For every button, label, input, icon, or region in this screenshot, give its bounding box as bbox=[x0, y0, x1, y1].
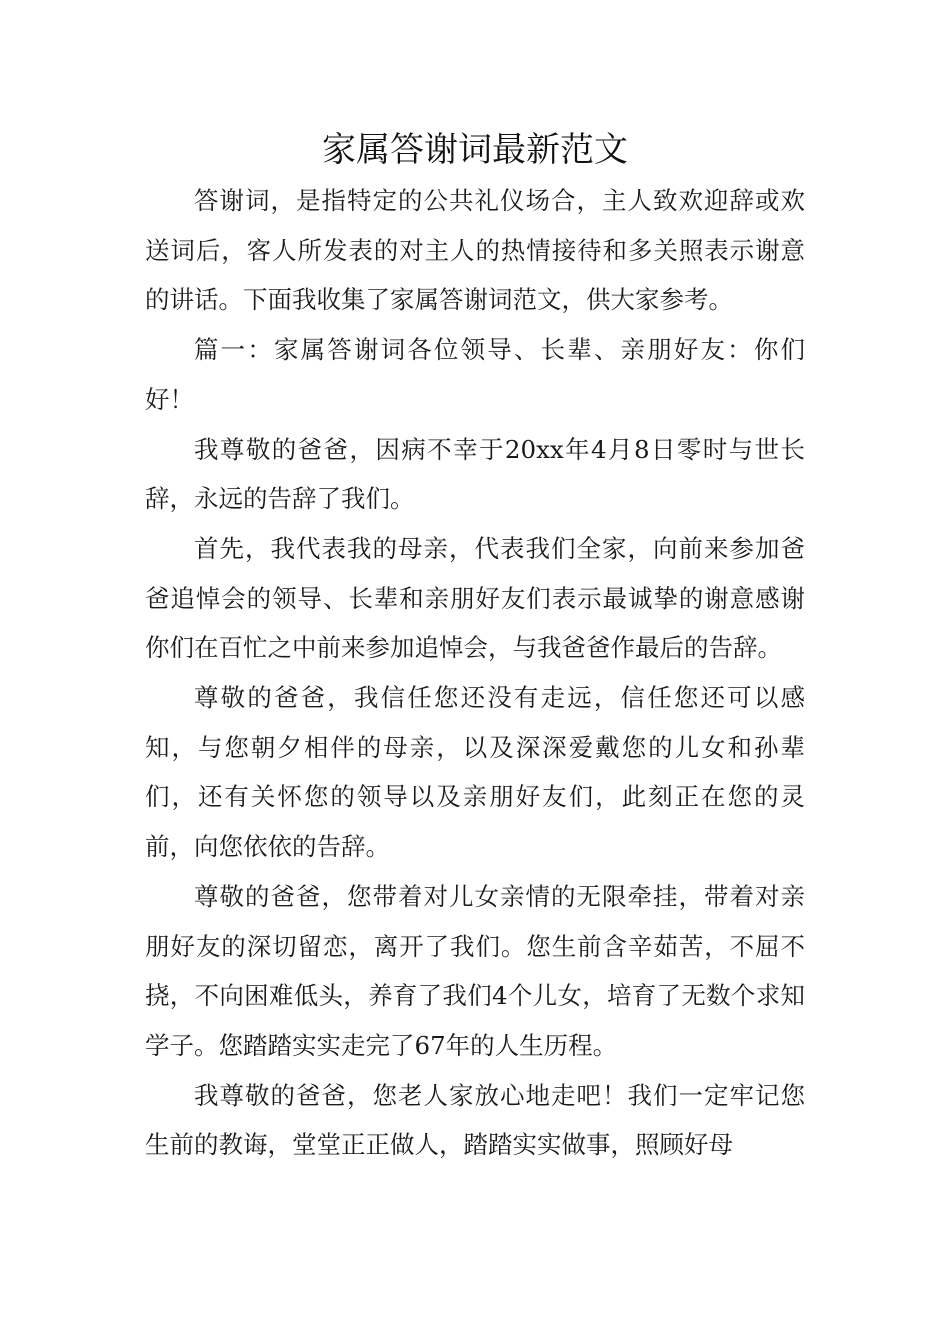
paragraph-greeting: 篇一：家属答谢词各位领导、长辈、亲朋好友：你们好！ bbox=[145, 335, 805, 414]
paragraph-promise: 我尊敬的爸爸，您老人家放心地走吧！我们一定牢记您生前的教诲，堂堂正正做人，踏踏实实做事，照顾好母 bbox=[145, 1080, 805, 1160]
document-body bbox=[145, 176, 805, 1170]
document-title: 家属答谢词最新范文 bbox=[322, 130, 628, 170]
paragraph-thanks: 首先，我代表我的母亲，代表我们全家，向前来参加爸爸追悼会的领导、长辈和亲朋好友们表示最诚挚的谢意感谢你们在百忙之中前来参加追悼会，与我爸爸作最后的告辞。 bbox=[145, 533, 805, 663]
paragraph-life: 尊敬的爸爸，您带着对儿女亲情的无限牵挂，带着对亲朋好友的深切留恋，离开了我们。您生前含辛茹苦，不屈不挠，不向困难低头，养育了我们4个儿女，培育了无数个求知学子。您踏踏实实走完了67年的人生历程。 bbox=[145, 881, 805, 1060]
paragraph-intro: 答谢词，是指特定的公共礼仪场合，主人致欢迎辞或欢送词后，客人所发表的对主人的热情接待和多关照表示谢意的讲话。下面我收集了家属答谢词范文，供大家参考。 bbox=[145, 186, 805, 315]
paragraph-passing: 我尊敬的爸爸，因病不幸于20xx年4月8日零时与世长辞，永远的告辞了我们。 bbox=[145, 434, 805, 514]
paragraph-farewell: 尊敬的爸爸，我信任您还没有走远，信任您还可以感知，与您朝夕相伴的母亲，以及深深爱戴您的儿女和孙辈们，还有关怀您的领导以及亲朋好友们，此刻正在您的灵前，向您依依的告辞。 bbox=[145, 683, 805, 862]
